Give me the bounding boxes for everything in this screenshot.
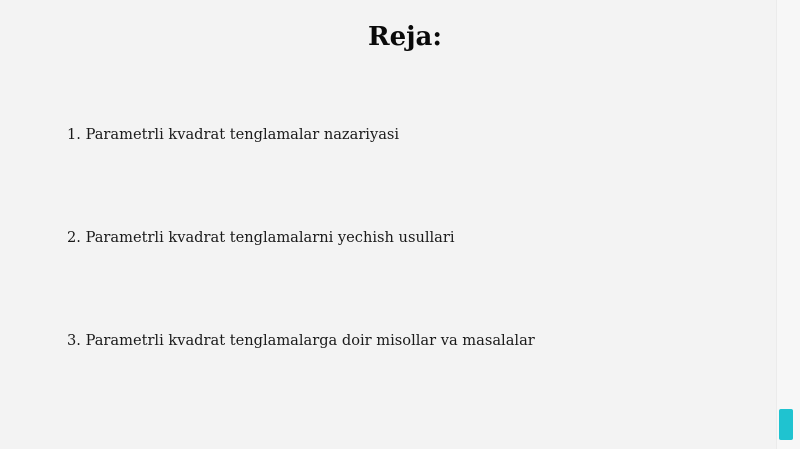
- page-title: Reja:: [367, 22, 442, 52]
- list-item: 1. Parametrli kvadrat tenglamalar nazariyasi: [67, 126, 400, 143]
- list-item: 3. Parametrli kvadrat tenglamalarga doir misollar va masalalar: [67, 332, 535, 349]
- list-item: 2. Parametrli kvadrat tenglamalarni yechish usullari: [67, 229, 455, 246]
- vertical-scrollbar[interactable]: [776, 0, 800, 449]
- scrollbar-thumb[interactable]: [779, 409, 793, 440]
